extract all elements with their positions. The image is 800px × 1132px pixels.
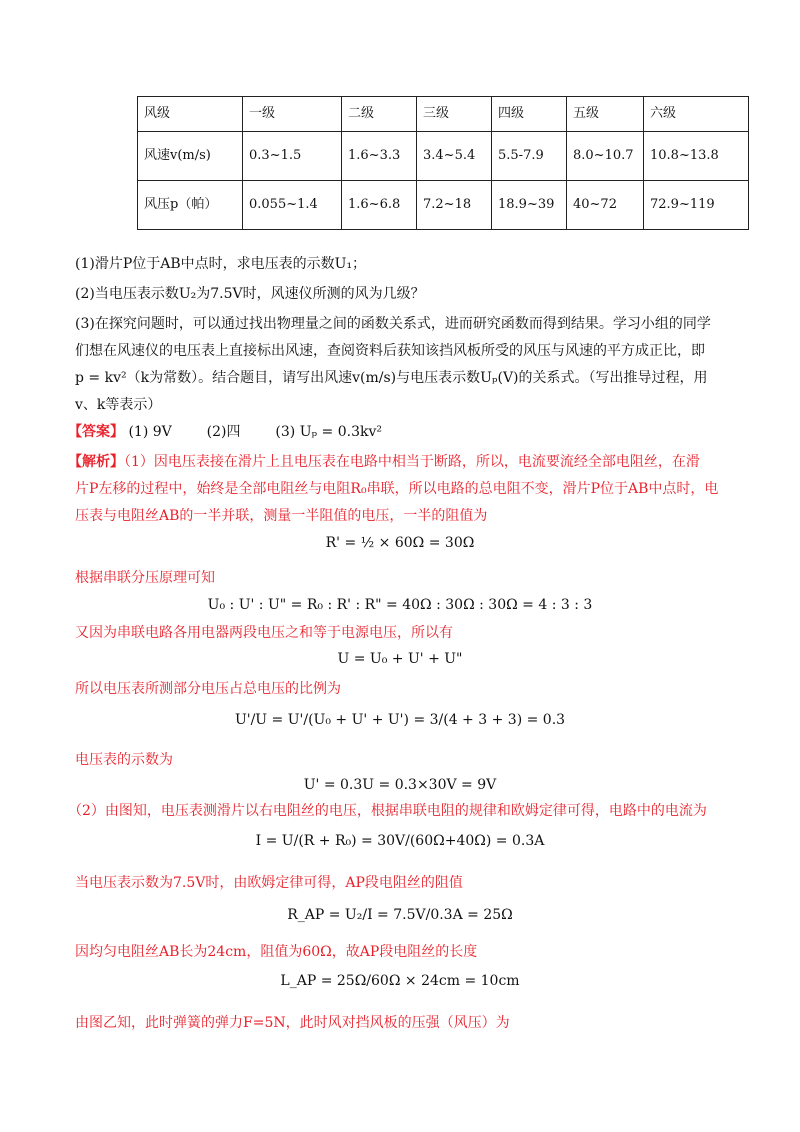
table-cell: 风级 xyxy=(138,97,243,132)
table-cell: 72.9~119 xyxy=(644,181,749,230)
question-2: (2)当电压表示数U₂为7.5V时，风速仪所测的风为几级？ xyxy=(75,286,425,302)
table-cell: 四级 xyxy=(492,97,567,132)
table-cell: 8.0~10.7 xyxy=(567,132,644,181)
table-cell: 一级 xyxy=(243,97,342,132)
sentence-3: 又因为串联电路各用电器两段电压之和等于电源电压，所以有 xyxy=(75,625,453,641)
equation-1: R' = ½ × 60Ω = 30Ω xyxy=(325,535,475,551)
table-cell: 五级 xyxy=(567,97,644,132)
sentence-9: 由图乙知，此时弹簧的弹力F=5N，此时风对挡风板的压强（风压）为 xyxy=(75,1015,510,1031)
equation-3: U = U₀ + U' + U" xyxy=(337,651,463,667)
equation-2: U₀ : U' : U" = R₀ : R' : R" = 40Ω : 30Ω : 30Ω = 4 : 3 : 3 xyxy=(207,597,593,613)
table-cell: 1.6~6.8 xyxy=(342,181,417,230)
table-cell: 40~72 xyxy=(567,181,644,230)
table-cell: 二级 xyxy=(342,97,417,132)
answer-line xyxy=(68,424,382,442)
question-3-line-2: 们想在风速仪的电压表上直接标出风速，查阅资料后获知该挡风板所受的风压与风速的平方成正比，即 xyxy=(75,343,705,359)
analysis-line-2: 片P左移的过程中，始终是全部电阻丝与电阻R₀串联，所以电路的总电阻不变，滑片P位于AB中点时，电 xyxy=(75,481,719,497)
table-cell: 风速v(m/s) xyxy=(138,132,243,181)
equation-6: I = U/(R + R₀) = 30V/(60Ω+40Ω) = 0.3A xyxy=(255,833,545,849)
table-cell: 18.9~39 xyxy=(492,181,567,230)
table-cell: 0.3~1.5 xyxy=(243,132,342,181)
sentence-4: 所以电压表所测部分电压占总电压的比例为 xyxy=(75,681,341,697)
answer-3: (3) Uₚ = 0.3kv² xyxy=(275,424,383,440)
table-cell: 六级 xyxy=(644,97,749,132)
sentence-2: 根据串联分压原理可知 xyxy=(75,570,215,586)
sentence-8: 因均匀电阻丝AB长为24cm，阻值为60Ω，故AP段电阻丝的长度 xyxy=(75,944,478,960)
table-cell: 3.4~5.4 xyxy=(417,132,492,181)
equation-8: L_AP = 25Ω/60Ω × 24cm = 10cm xyxy=(280,973,520,989)
question-3-line-4: v、k等表示） xyxy=(75,397,162,413)
sentence-5: 电压表的示数为 xyxy=(75,752,173,768)
answer-1: (1) 9V xyxy=(128,424,172,440)
analysis-text: （1）因电压表接在滑片上且电压表在电路中相当于断路，所以，电流要流经全部电阻丝，在滑 xyxy=(124,454,700,470)
table-cell: 5.5-7.9 xyxy=(492,132,567,181)
answer-2: (2)四 xyxy=(206,424,241,440)
question-1: (1)滑片P位于AB中点时，求电压表的示数U₁； xyxy=(75,256,367,272)
table-row xyxy=(138,132,749,181)
equation-7: R_AP = U₂/I = 7.5V/0.3A = 25Ω xyxy=(287,907,513,923)
analysis-tag: 【解析】 xyxy=(68,454,124,470)
analysis-line-3: 压表与电阻丝AB的一半并联，测量一半阻值的电压，一半的阻值为 xyxy=(75,508,488,524)
analysis-line-1 xyxy=(68,454,700,472)
wind-level-table xyxy=(137,96,749,230)
table-cell: 7.2~18 xyxy=(417,181,492,230)
analysis-part-2-line-1: （2）由图知，电压表测滑片以右电阻丝的电压，根据串联电阻的规律和欧姆定律可得，电路中的电流为 xyxy=(68,803,707,819)
question-3-line-3: p = kv²（k为常数）。结合题目，请写出风速v(m/s)与电压表示数Uₚ(V)的关系式。（写出推导过程，用 xyxy=(75,370,708,386)
table-cell: 1.6~3.3 xyxy=(342,132,417,181)
answer-tag: 【答案】 xyxy=(68,424,124,440)
table-cell: 10.8~13.8 xyxy=(644,132,749,181)
question-3-line-1: (3)在探究问题时，可以通过找出物理量之间的函数关系式，进而研究函数而得到结果。学习小组的同学 xyxy=(75,316,711,332)
table-cell: 风压p（帕） xyxy=(138,181,243,230)
table-row xyxy=(138,97,749,132)
equation-5: U' = 0.3U = 0.3×30V = 9V xyxy=(303,777,497,793)
equation-4: U'/U = U'/(U₀ + U' + U') = 3/(4 + 3 + 3) = 0.3 xyxy=(234,712,566,728)
table-row xyxy=(138,181,749,230)
table-cell: 0.055~1.4 xyxy=(243,181,342,230)
table-cell: 三级 xyxy=(417,97,492,132)
sentence-7: 当电压表示数为7.5V时，由欧姆定律可得，AP段电阻丝的阻值 xyxy=(75,875,463,891)
